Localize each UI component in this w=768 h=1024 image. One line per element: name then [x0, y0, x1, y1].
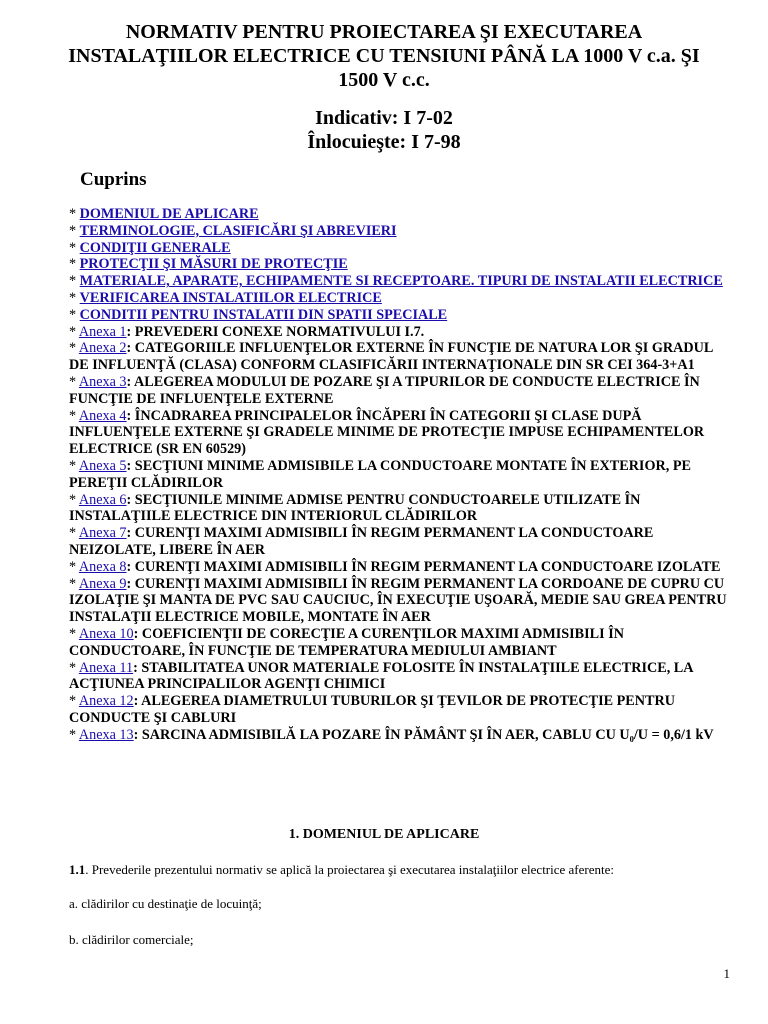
toc-annex-item [69, 340, 729, 374]
toc-annex-item [69, 525, 729, 559]
toc-annex-item [69, 458, 729, 492]
toc-annex-link[interactable]: Anexa 9 [78, 575, 127, 592]
toc-annex-description: : SECŢIUNILE MINIME ADMISE PENTRU CONDUCTOARELE UTILIZATE ÎN INSTALAŢIILE ELECTRICE DIN INTERIORUL CLĂDIRILOR [69, 491, 641, 525]
toc-section-link[interactable]: DOMENIUL DE APLICARE [79, 206, 259, 222]
toc-annex-item [69, 727, 729, 744]
toc-annex-link[interactable]: Anexa 3 [78, 373, 127, 390]
toc-bullet: * [69, 625, 79, 642]
toc-section-item [69, 273, 729, 290]
toc-bullet: * [69, 457, 79, 474]
toc-annex-link[interactable]: Anexa 6 [78, 491, 127, 508]
toc-annex-link[interactable]: Anexa 1 [78, 323, 127, 340]
toc-section-link[interactable]: VERIFICAREA INSTALATIILOR ELECTRICE [79, 289, 382, 306]
toc-bullet: * [69, 407, 79, 424]
section-heading: 1. DOMENIUL DE APLICARE [288, 827, 480, 842]
table-of-contents [69, 206, 729, 744]
toc-bullet: * [69, 340, 79, 357]
toc-section-link[interactable]: CONDITII PENTRU INSTALATII DIN SPATII SPECIALE [79, 306, 448, 323]
toc-section-link[interactable]: TERMINOLOGIE, CLASIFICĂRI ŞI ABREVIERI [79, 222, 397, 239]
title-line-3: 1500 V c.c. [338, 69, 430, 91]
toc-annex-description: : SECŢIUNI MINIME ADMISIBILE LA CONDUCTOARE MONTATE ÎN EXTERIOR, PE PEREŢII CLĂDIRILOR [69, 457, 691, 491]
toc-annex-link[interactable]: Anexa 13 [78, 726, 134, 743]
toc-annex-description: : COEFICIENŢII DE CORECŢIE A CURENŢILOR MAXIMI ADMISIBILI ÎN CONDUCTOARE, ÎN FUNCŢIE DE TEMPERATURA MEDIULUI AMBIANT [69, 625, 624, 659]
toc-bullet: * [69, 323, 79, 340]
toc-annex-description: : STABILITATEA UNOR MATERIALE FOLOSITE ÎN INSTALAŢIILE ELECTRICE, LA ACŢIUNEA PRINCIPALILOR AGENŢI CHIMICI [69, 659, 693, 693]
toc-annex-link[interactable]: Anexa 4 [78, 407, 127, 424]
toc-annex-item [69, 559, 729, 576]
toc-annex-description: : ALEGEREA DIAMETRULUI TUBURILOR ŞI ŢEVILOR DE PROTECŢIE PENTRU CONDUCTE ŞI CABLURI [69, 693, 675, 726]
toc-bullet: * [69, 693, 79, 710]
toc-bullet: * [69, 558, 79, 575]
toc-section-item [69, 290, 729, 307]
toc-bullet: * [69, 206, 80, 222]
toc-annex-description: : CURENŢI MAXIMI ADMISIBILI ÎN REGIM PERMANENT LA CONDUCTOARE NEIZOLATE, LIBERE ÎN AER [69, 525, 654, 558]
title-line-2: INSTALAŢIILOR ELECTRICE CU TENSIUNI PÂNĂ LA 1000 V c.a. ŞI [68, 45, 700, 67]
paragraph-1-1 [69, 862, 749, 878]
toc-annex-description: : PREVEDERI CONEXE NORMATIVULUI I.7. [126, 323, 425, 340]
toc-bullet: * [69, 273, 80, 290]
paragraph-text: . Prevederile prezentului normativ se aplică la proiectarea şi executarea instalaţiilor electrice aferente: [85, 862, 614, 877]
toc-section-item [69, 307, 729, 324]
toc-annex-item [69, 576, 729, 626]
toc-bullet: * [69, 575, 79, 592]
toc-annex-item [69, 693, 729, 727]
toc-bullet: * [69, 726, 79, 743]
inlocuieste-text: Înlocuieşte: I 7-98 [307, 131, 461, 153]
toc-annex-description: : CURENŢI MAXIMI ADMISIBILI ÎN REGIM PERMANENT LA CORDOANE DE CUPRU CU IZOLAŢIE ŞI MANTA DE PVC SAU CAUCIUC, ÎN EXECUŢIE UŞOARĂ, MEDIE SAU GREA PENTRU INSTALAŢII ELECTRICE MOBILE, MONTATE ÎN AER [69, 575, 727, 626]
toc-section-item [69, 256, 729, 273]
toc-bullet: * [69, 256, 80, 273]
toc-annex-description: : ÎNCADRAREA PRINCIPALELOR ÎNCĂPERI ÎN CATEGORII ŞI CLASE DUPĂ INFLUENŢELE EXTERNE ŞI GRADELE MINIME DE PROTECŢIE IMPUSE ECHIPAMENTELOR ELECTRICE (SR EN 60529) [69, 407, 705, 458]
toc-bullet: * [69, 306, 80, 323]
toc-annex-item [69, 492, 729, 526]
page-number: 1 [723, 966, 730, 981]
toc-section-link[interactable]: MATERIALE, APARATE, ECHIPAMENTE SI RECEPTOARE. TIPURI DE INSTALATII ELECTRICE [79, 273, 723, 290]
toc-bullet: * [69, 222, 80, 239]
document-title [40, 20, 728, 92]
document-identifier [40, 106, 728, 154]
contents-heading: Cuprins [80, 169, 147, 190]
toc-section-item [69, 206, 729, 223]
toc-annex-link[interactable]: Anexa 7 [78, 525, 127, 542]
list-item-a: a. clădirilor cu destinaţie de locuinţă; [69, 896, 262, 911]
toc-bullet: * [69, 659, 79, 676]
toc-annex-description: : CURENŢI MAXIMI ADMISIBILI ÎN REGIM PERMANENT LA CONDUCTOARE IZOLATE [126, 558, 721, 575]
toc-section-item [69, 223, 729, 240]
toc-bullet: * [69, 289, 80, 306]
toc-bullet: * [69, 491, 79, 508]
paragraph-number: 1.1 [69, 862, 86, 877]
toc-annex-item [69, 626, 729, 660]
toc-annex-link[interactable]: Anexa 12 [78, 693, 134, 710]
toc-section-link[interactable]: PROTECŢII ŞI MĂSURI DE PROTECŢIE [79, 256, 348, 273]
toc-section-item [69, 240, 729, 257]
toc-annex-item [69, 374, 729, 408]
toc-bullet: * [69, 525, 79, 542]
toc-annex-item [69, 408, 729, 458]
toc-annex-description: : ALEGEREA MODULUI DE POZARE ŞI A TIPURILOR DE CONDUCTE ELECTRICE ÎN FUNCŢIE DE INFLUENŢELE EXTERNE [69, 373, 700, 407]
indicativ-text: Indicativ: I 7-02 [315, 107, 453, 129]
toc-annex-link[interactable]: Anexa 10 [78, 625, 134, 642]
toc-annex-link[interactable]: Anexa 8 [78, 558, 127, 575]
title-line-1: NORMATIV PENTRU PROIECTAREA ŞI EXECUTAREA [125, 21, 643, 43]
toc-annex-description: : CATEGORIILE INFLUENŢELOR EXTERNE ÎN FUNCŢIE DE NATURA LOR ŞI GRADUL DE INFLUENŢĂ (CLASA) CONFORM CLASIFICĂRII INTERNAŢIONALE DIN SR CEI 364-3+A1 [69, 340, 713, 374]
toc-section-link[interactable]: CONDIŢII GENERALE [79, 239, 231, 256]
toc-annex-link[interactable]: Anexa 2 [78, 340, 127, 357]
toc-bullet: * [69, 239, 80, 256]
toc-bullet: * [69, 373, 79, 390]
toc-annex-description: : SARCINA ADMISIBILĂ LA POZARE ÎN PĂMÂNT ŞI ÎN AER, CABLU CU U₀/U = 0,6/1 kV [133, 726, 714, 743]
toc-annex-link[interactable]: Anexa 5 [78, 457, 127, 474]
toc-annex-link[interactable]: Anexa 11 [78, 659, 134, 676]
toc-annex-item [69, 660, 729, 694]
toc-annex-item [69, 324, 729, 341]
list-item-b: b. clădirilor comerciale; [69, 932, 194, 947]
